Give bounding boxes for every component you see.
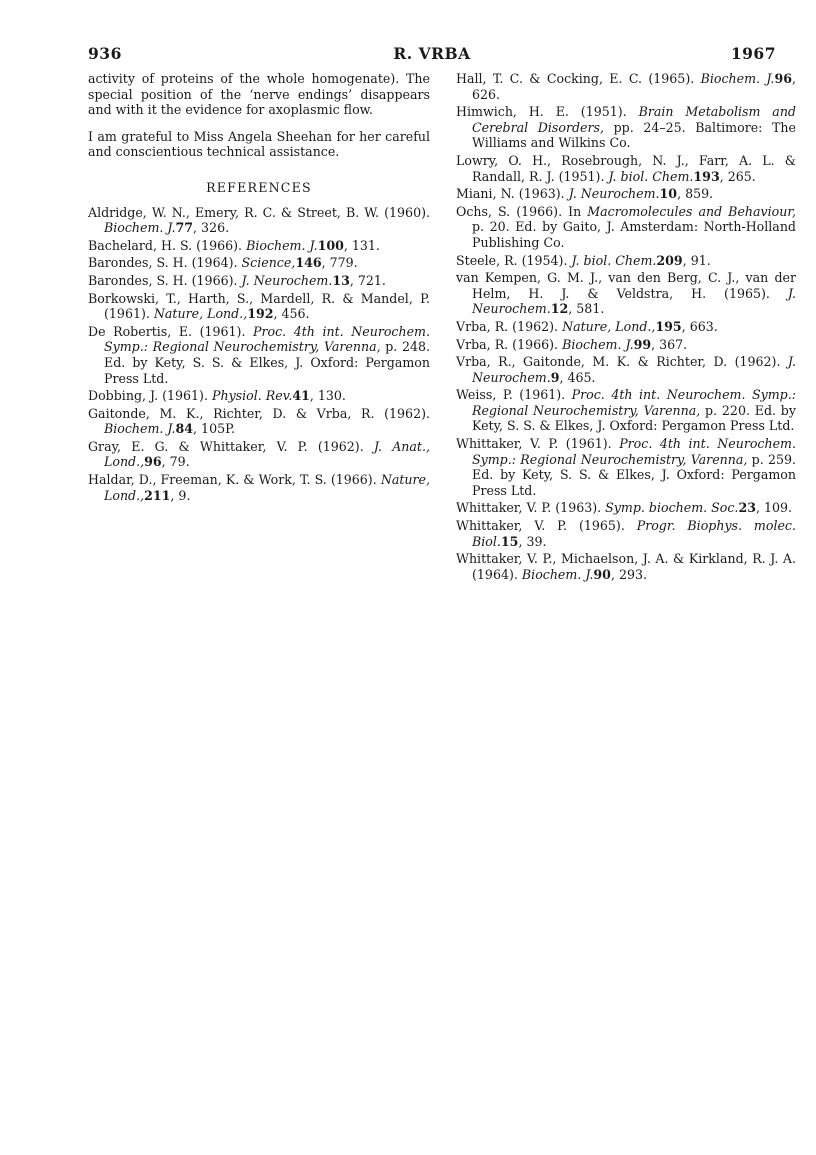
reference-volume: 193: [693, 168, 720, 184]
left-column: [88, 71, 430, 505]
reference-pages: , 859.: [677, 186, 714, 202]
reference-journal: Biochem. J.: [521, 566, 594, 582]
reference-authors: Vrba, R. (1962).: [456, 318, 559, 334]
reference-volume: 96: [144, 454, 162, 470]
reference-authors: Haldar, D., Freeman, K. & Work, T. S. (1966).: [88, 472, 377, 488]
reference-journal: Science,: [241, 255, 296, 271]
reference-entry: [456, 204, 796, 251]
reference-entry: [456, 186, 796, 202]
reference-authors: Whittaker, V. P. (1965).: [456, 518, 625, 534]
reference-authors: van Kempen, G. M. J., van den Berg, C. J., van der Helm, H. J. & Veldstra, H. (1965).: [456, 270, 796, 301]
reference-journal: Proc. 4th int. Neurochem. Symp.: Regional Neurochemistry, Varenna,: [472, 387, 796, 418]
reference-journal: Biochem. J.: [246, 237, 318, 253]
reference-authors: Aldridge, W. N., Emery, R. C. & Street, B. W. (1960).: [88, 204, 430, 220]
reference-volume: 23: [738, 500, 756, 516]
reference-pages: , 131.: [343, 237, 380, 253]
reference-entry: [88, 205, 430, 236]
reference-journal: Symp. biochem. Soc.: [605, 500, 739, 516]
reference-pages: , 326.: [193, 220, 230, 236]
reference-pages: , 721.: [349, 272, 386, 288]
reference-entry: [88, 291, 430, 322]
reference-journal: Nature, Lond.,: [104, 472, 430, 503]
reference-entry: [456, 337, 796, 353]
reference-pages: p. 259. Ed. by Kety, S. S. & Elkes, J. Oxford: Pergamon Press Ltd.: [472, 451, 796, 498]
reference-pages: , 39.: [518, 533, 547, 549]
reference-journal: J. biol. Chem.: [608, 168, 694, 184]
reference-volume: 12: [550, 301, 569, 317]
reference-volume: 146: [295, 255, 322, 271]
reference-journal: J. Neurochem.: [568, 186, 660, 202]
reference-journal: Proc. 4th int. Neurochem. Symp.: Regional Neurochemistry, Varenna,: [472, 436, 796, 467]
reference-pages: , 465.: [559, 369, 596, 385]
references-heading: REFERENCES: [206, 179, 312, 195]
reference-entry: [456, 253, 796, 269]
reference-journal: Brain Metabolism and Cerebral Disorders,: [472, 104, 796, 135]
reference-journal: Macromolecules and Behaviour,: [587, 203, 796, 219]
reference-entry: [456, 319, 796, 335]
reference-authors: Ochs, S. (1966). In: [456, 203, 582, 219]
reference-volume: 209: [656, 252, 683, 268]
reference-pages: , 456.: [273, 306, 310, 322]
reference-pages: , 79.: [161, 454, 190, 470]
reference-journal: Nature, Lond.,: [153, 306, 248, 322]
reference-volume: 9: [550, 369, 560, 385]
reference-volume: 15: [500, 533, 519, 549]
reference-list-right: [456, 71, 796, 582]
reference-pages: , 9.: [170, 487, 191, 503]
reference-pages: p. 220. Ed. by Kety, S. S. & Elkes, J. Oxford: Pergamon Press Ltd.: [472, 402, 796, 434]
reference-journal: Physiol. Rev.: [211, 388, 293, 404]
reference-volume: 99: [633, 336, 652, 352]
reference-pages: , 91.: [682, 252, 711, 268]
acknowledgement: I am grateful to Miss Angela Sheehan for her careful and conscientious technical assistance.: [88, 128, 430, 160]
reference-authors: Dobbing, J. (1961).: [88, 388, 208, 404]
reference-entry: [88, 255, 430, 271]
reference-entry: [88, 273, 430, 289]
reference-authors: Vrba, R., Gaitonde, M. K. & Richter, D. (1962).: [456, 354, 781, 370]
reference-authors: Vrba, R. (1966).: [456, 336, 559, 352]
reference-journal: J. biol. Chem.: [571, 252, 657, 268]
reference-journal: Biochem. J.: [700, 71, 775, 86]
reference-authors: Bachelard, H. S. (1966).: [88, 237, 243, 253]
reference-authors: Hall, T. C. & Cocking, E. C. (1965).: [456, 71, 695, 86]
reference-entry: [456, 71, 796, 102]
reference-volume: 77: [175, 220, 194, 236]
reference-pages: , 109.: [755, 500, 793, 516]
reference-journal: J. Neurochem.: [472, 285, 796, 317]
reference-volume: 10: [659, 186, 678, 202]
reference-pages: pp. 24–25. Baltimore: The Williams and Wilkins Co.: [472, 119, 796, 151]
reference-journal: Biochem. J.: [104, 421, 176, 437]
reference-authors: Gray, E. G. & Whittaker, V. P. (1962).: [88, 438, 364, 454]
reference-authors: Borkowski, T., Harth, S., Mardell, R. & Mandel, P. (1961).: [88, 290, 430, 322]
page-number: 936: [88, 44, 122, 63]
reference-authors: Whittaker, V. P. (1961).: [456, 436, 612, 452]
reference-pages: p. 20. Ed. by Gaito, J. Amsterdam: North-Holland Publishing Co.: [472, 219, 796, 250]
reference-entry: [88, 324, 430, 386]
reference-volume: 211: [144, 487, 171, 503]
reference-authors: Himwich, H. E. (1951).: [456, 104, 627, 120]
reference-volume: 90: [593, 566, 611, 582]
reference-entry: [456, 518, 796, 549]
reference-pages: p. 248. Ed. by Kety, S. S. & Elkes, J. Oxford: Pergamon Press Ltd.: [104, 339, 430, 386]
page-header: [88, 44, 776, 68]
reference-journal: Proc. 4th int. Neurochem. Symp.: Regional Neurochemistry, Varenna,: [104, 323, 430, 355]
body-continuation: activity of proteins of the whole homogenate). The special position of the ‘nerve endings’ disappears and with it the evidence for axoplasmic flow.: [88, 71, 430, 118]
reference-pages: , 367.: [651, 336, 688, 352]
reference-entry: [88, 238, 430, 254]
reference-journal: J. Neurochem.: [472, 354, 796, 385]
reference-entry: [456, 387, 796, 434]
running-head-author: R. VRBA: [393, 44, 471, 63]
reference-volume: 195: [655, 318, 682, 334]
reference-volume: 41: [292, 388, 310, 404]
reference-entry: [456, 104, 796, 151]
reference-pages: , 265.: [719, 168, 756, 184]
reference-journal: Nature, Lond.,: [562, 318, 656, 334]
reference-authors: Barondes, S. H. (1964).: [88, 255, 238, 271]
reference-journal: J. Anat., Lond.,: [104, 438, 430, 470]
reference-entry: [456, 436, 796, 498]
reference-pages: , 130.: [309, 388, 346, 404]
reference-volume: 96: [774, 71, 792, 86]
reference-pages: , 581.: [568, 301, 605, 317]
reference-entry: [88, 472, 430, 503]
reference-authors: Weiss, P. (1961).: [456, 387, 566, 403]
reference-volume: 84: [175, 421, 194, 437]
reference-pages: , 293.: [610, 566, 648, 582]
reference-authors: Barondes, S. H. (1966).: [88, 272, 238, 288]
reference-authors: Steele, R. (1954).: [456, 252, 568, 268]
reference-list-left: [88, 205, 430, 504]
reference-entry: [88, 388, 430, 404]
reference-journal: Progr. Biophys. molec. Biol.: [472, 518, 796, 549]
reference-authors: Whittaker, V. P. (1963).: [456, 500, 602, 516]
reference-authors: De Robertis, E. (1961).: [88, 323, 246, 339]
reference-volume: 192: [247, 306, 274, 322]
reference-entry: [456, 354, 796, 385]
reference-pages: , 105P.: [193, 421, 236, 437]
reference-entry: [456, 270, 796, 317]
running-head-year: 1967: [730, 44, 776, 63]
reference-journal: Biochem. J.: [104, 220, 176, 236]
reference-authors: Whittaker, V. P., Michaelson, J. A. & Kirkland, R. J. A. (1964).: [456, 551, 796, 582]
reference-pages: , 663.: [681, 318, 718, 334]
reference-journal: J. Neurochem.: [241, 272, 333, 288]
reference-volume: 100: [317, 237, 344, 253]
reference-journal: Biochem. J.: [562, 336, 634, 352]
right-column: [456, 71, 796, 584]
reference-entry: [456, 500, 796, 516]
reference-pages: , 779.: [321, 255, 358, 271]
reference-entry: [88, 439, 430, 470]
reference-authors: Lowry, O. H., Rosebrough, N. J., Farr, A. L. & Randall, R. J. (1951).: [456, 152, 796, 184]
reference-volume: 13: [332, 272, 350, 288]
reference-authors: Gaitonde, M. K., Richter, D. & Vrba, R. (1962).: [88, 405, 430, 421]
reference-entry: [456, 153, 796, 184]
reference-pages: , 626.: [472, 71, 796, 102]
reference-entry: [88, 406, 430, 437]
reference-authors: Miani, N. (1963).: [456, 186, 565, 202]
reference-entry: [456, 551, 796, 582]
